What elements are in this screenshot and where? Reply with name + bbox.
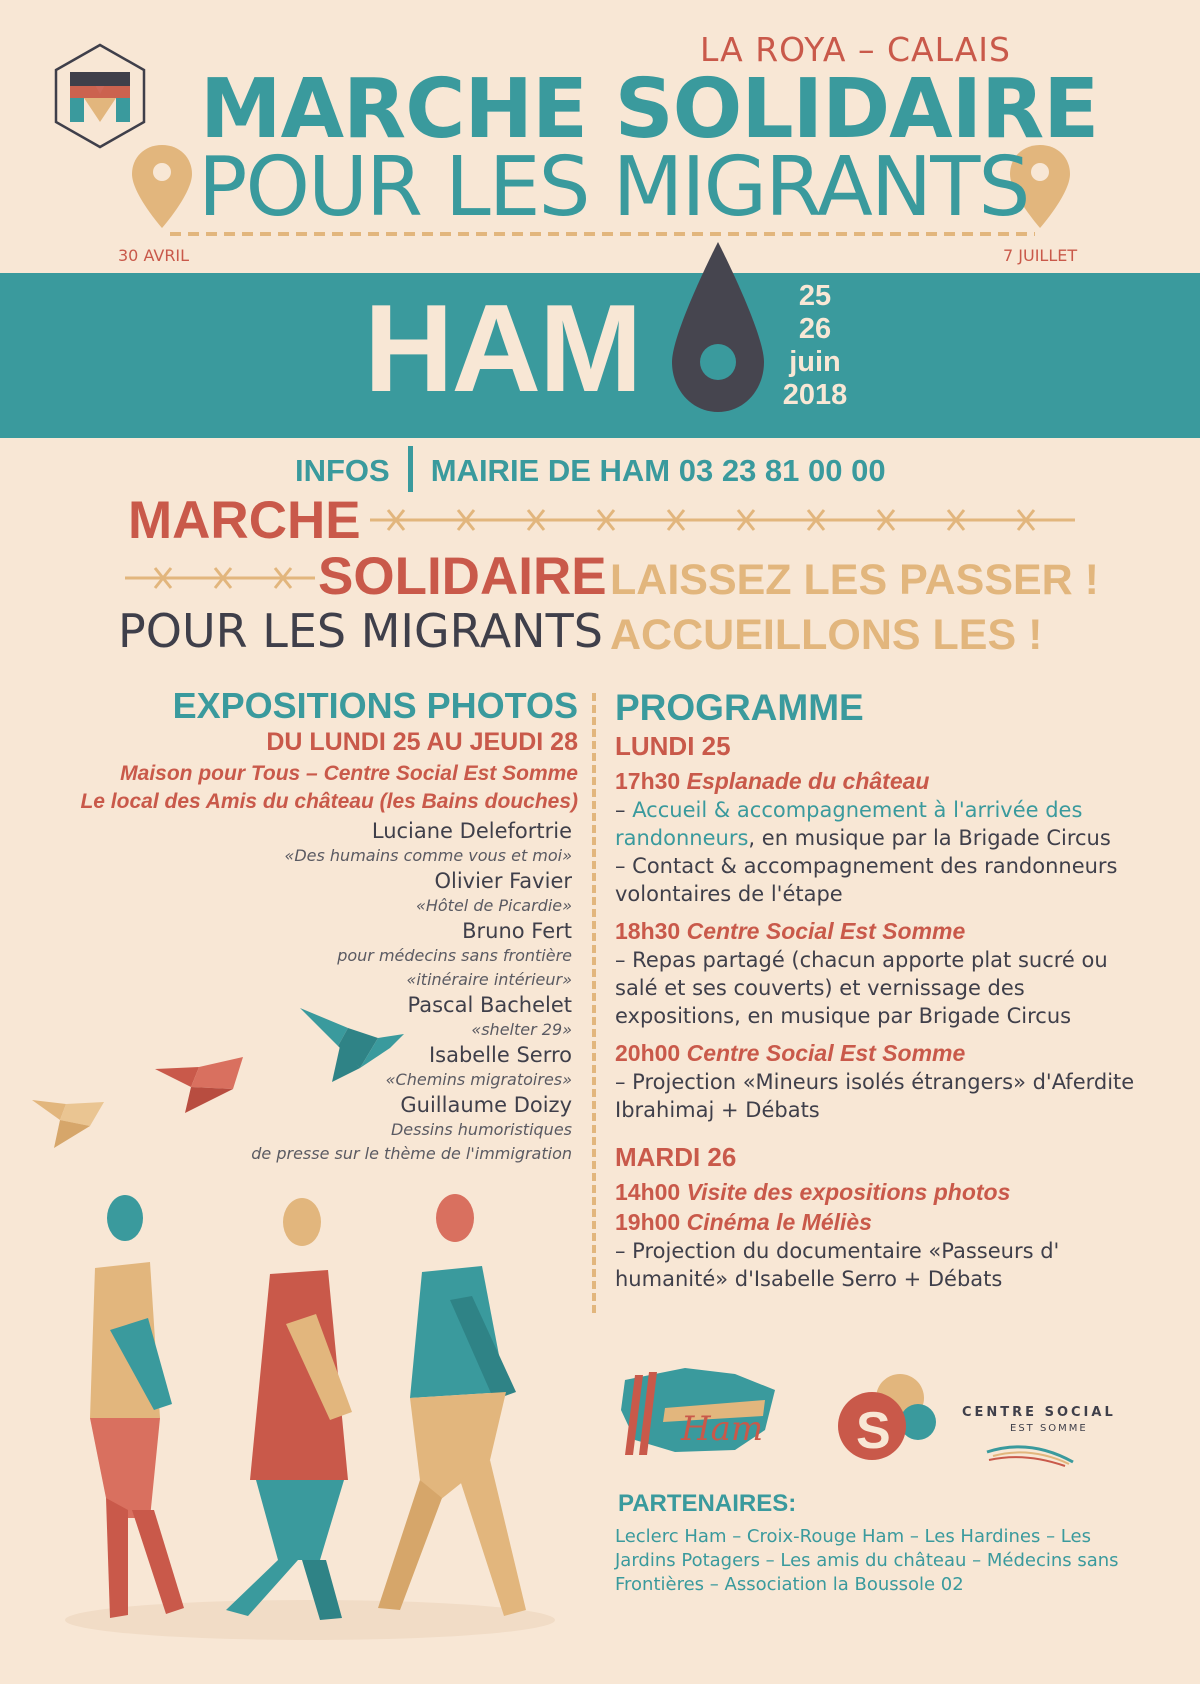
- programme: [615, 687, 1135, 1301]
- slot-text: [615, 796, 1135, 852]
- svg-text:S: S: [856, 1402, 891, 1460]
- barbed-wire-1: [370, 505, 1075, 535]
- slogan-pour-les-migrants: POUR LES MIGRANTS: [118, 604, 603, 658]
- slot-place: Centre Social Est Somme: [686, 918, 966, 944]
- origami-bird-red-icon: [155, 1055, 250, 1115]
- slogan-laissez-passer: LAISSEZ LES PASSER !: [610, 556, 1099, 604]
- slot-place: Centre Social Est Somme: [686, 1040, 966, 1066]
- slogan-marche: MARCHE: [128, 491, 361, 550]
- programme-slot: [615, 916, 1135, 1030]
- expo-dates: DU LUNDI 25 AU JEUDI 28: [266, 728, 578, 756]
- slot-heading: [615, 1177, 1135, 1207]
- pin-start-icon: [132, 145, 192, 228]
- artist-name: Isabelle Serro: [428, 1043, 572, 1067]
- slot-heading: [615, 1038, 1135, 1068]
- banner-day1: 25: [798, 280, 832, 312]
- expo-place-1: Maison pour Tous – Centre Social Est Somme: [120, 762, 578, 785]
- slot-text: – Repas partagé (chacun apporte plat sucré ou salé et ses couverts) et vernissage des expositions, en musique par Brigade Circus: [615, 948, 1108, 1028]
- programme-slot: [615, 766, 1135, 908]
- programme-day-monday: LUNDI 25: [615, 731, 731, 761]
- artist-work: Dessins humoristiques: [390, 1120, 572, 1139]
- slot-text-suffix: , en musique par la Brigade Circus: [748, 826, 1111, 850]
- slot-time: 20h00: [615, 1040, 681, 1066]
- artist-item: [12, 992, 572, 1041]
- banner-year: 2018: [782, 379, 848, 411]
- infos-contact: MAIRIE DE HAM 03 23 81 00 00: [430, 453, 886, 489]
- slot-place: Cinéma le Méliès: [686, 1209, 872, 1235]
- barbed-wire-2: [125, 563, 315, 593]
- slot-text: – Projection «Mineurs isolés étrangers» d'Aferdite Ibrahimaj + Débats: [615, 1070, 1135, 1122]
- expo-heading: EXPOSITIONS PHOTOS: [172, 685, 578, 726]
- slot-place: Visite des expositions photos: [686, 1179, 1011, 1205]
- slot-text: – Contact & accompagnement des randonneurs volontaires de l'étape: [615, 854, 1118, 906]
- slot-place: Esplanade du château: [686, 768, 930, 794]
- origami-bird-gold-icon: [32, 1090, 112, 1150]
- ham-logo-text: Ham: [681, 1409, 764, 1449]
- artist-item: [12, 918, 572, 991]
- programme-day-tuesday: MARDI 26: [615, 1142, 737, 1172]
- slot-heading: [615, 766, 1135, 796]
- infos-separator: [408, 446, 413, 492]
- banner-month: juin: [789, 346, 841, 378]
- column-divider: [592, 693, 596, 1313]
- artist-name: Guillaume Doizy: [400, 1093, 572, 1117]
- slot-time: 18h30: [615, 918, 681, 944]
- centre-social-subtitle: EST SOMME: [1010, 1423, 1088, 1434]
- artist-work: «shelter 29»: [471, 1020, 572, 1039]
- artist-work: de presse sur le thème de l'immigration: [251, 1144, 572, 1163]
- artist-name: Bruno Fert: [462, 919, 572, 943]
- slot-text-prefix: –: [615, 798, 633, 822]
- date-start: 30 AVRIL: [118, 246, 190, 265]
- expo-place-2: Le local des Amis du château (les Bains douches): [80, 790, 578, 813]
- artist-name: Pascal Bachelet: [407, 993, 572, 1017]
- programme-slot: [615, 1207, 1135, 1293]
- programme-heading: PROGRAMME: [615, 687, 864, 728]
- city-name: HAM: [364, 280, 641, 418]
- slogan-solidaire: SOLIDAIRE: [318, 547, 607, 606]
- centre-social-swoosh-icon: [985, 1438, 1075, 1468]
- artist-work: «itinéraire intérieur»: [406, 970, 572, 989]
- slot-time: 17h30: [615, 768, 681, 794]
- artist-work: «Chemins migratoires»: [385, 1070, 572, 1089]
- artist-item: [12, 868, 572, 917]
- slot-time: 14h00: [615, 1179, 681, 1205]
- partners-list: Leclerc Ham – Croix-Rouge Ham – Les Hardines – Les Jardins Potagers – Les amis du château – Médecins sans Frontières – Association la Boussole 02: [615, 1526, 1119, 1595]
- artist-name: Olivier Favier: [434, 869, 572, 893]
- artist-item: [12, 818, 572, 867]
- artist-item: [12, 1042, 572, 1091]
- programme-slot: [615, 1038, 1135, 1124]
- partners-heading: PARTENAIRES:: [618, 1490, 797, 1517]
- infos-row: [295, 450, 886, 496]
- walking-people-illustration: [30, 1180, 590, 1655]
- slot-text-highlight: Accueil & accompagnement à l'arrivée des randonneurs: [615, 798, 1083, 850]
- main-title-line2: POUR LES MIGRANTS: [198, 140, 1029, 235]
- artist-work: «Des humains comme vous et moi»: [284, 846, 572, 865]
- centre-social-logo: [832, 1370, 942, 1470]
- marche-logo: [52, 42, 148, 150]
- expo-places: [80, 760, 578, 816]
- infos-label: INFOS: [295, 453, 390, 489]
- slot-text: – Projection du documentaire «Passeurs d' humanité» d'Isabelle Serro + Débats: [615, 1239, 1060, 1291]
- artist-name: Luciane Delefortrie: [371, 819, 572, 843]
- ham-town-logo: [615, 1360, 780, 1460]
- origami-bird-teal-icon: [300, 998, 410, 1088]
- artist-work: pour médecins sans frontière: [337, 946, 572, 965]
- main-title-line1: MARCHE SOLIDAIRE: [200, 62, 1099, 157]
- banner-day2: 26: [798, 313, 832, 345]
- slot-heading: [615, 916, 1135, 946]
- banner-dates: [765, 280, 865, 412]
- slogan-accueillons: ACCUEILLONS LES !: [610, 611, 1043, 659]
- slot-heading: [615, 1207, 1135, 1237]
- drop-pin-icon: [668, 240, 768, 415]
- date-end: 7 JUILLET: [1003, 246, 1078, 265]
- centre-social-title: CENTRE SOCIAL: [962, 1405, 1116, 1420]
- route-label: LA ROYA – CALAIS: [700, 30, 1011, 69]
- slot-time: 19h00: [615, 1209, 681, 1235]
- artist-work: «Hôtel de Picardie»: [415, 896, 572, 915]
